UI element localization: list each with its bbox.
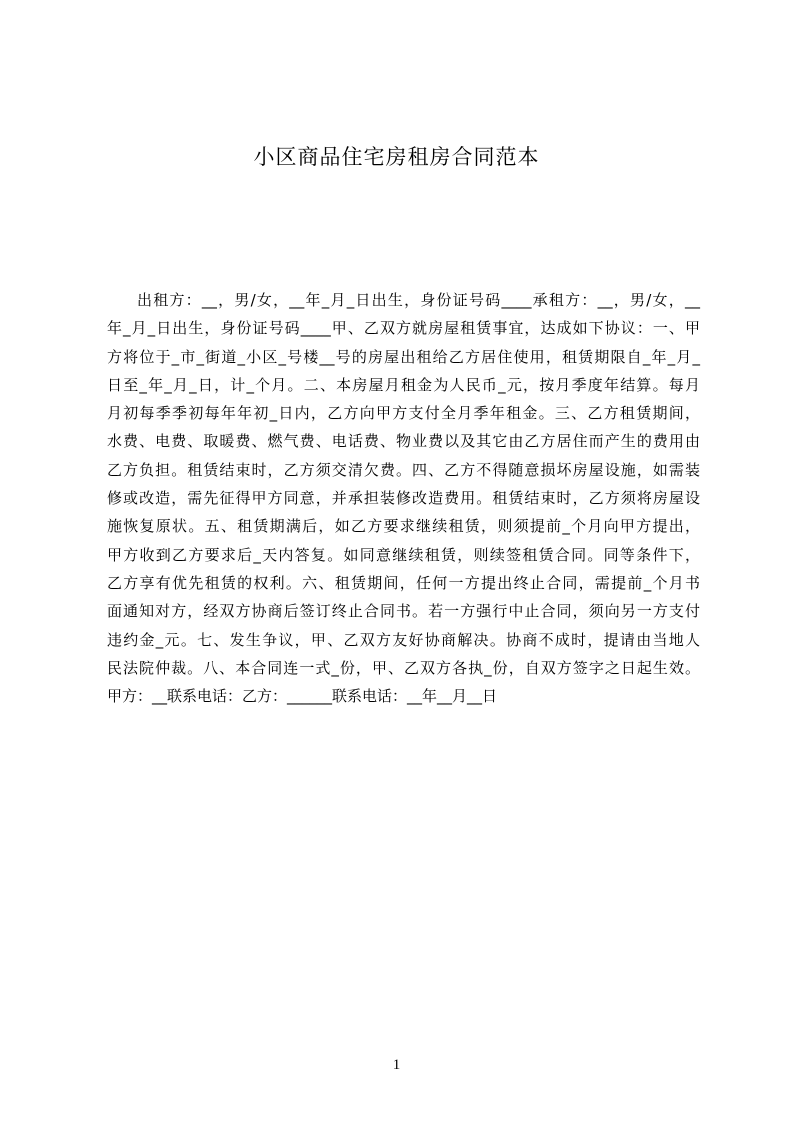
body-line-1: 出租方：__，男/女，__年_月_日出生，身份证号码____承租方：__，男/女，__ <box>137 291 700 309</box>
body-line-8: 修或改造，需先征得甲方同意，并承担装修改造费用。租赁结束时，乙方须将房屋设 <box>107 489 700 508</box>
contract-body <box>107 286 700 710</box>
body-line-14: 民法院仲裁。八、本合同连一式_份，甲、乙双方各执_份，自双方签字之日起生效。 <box>107 658 700 677</box>
body-line-12: 面通知对方，经双方协商后签订终止合同书。若一方强行中止合同，须向另一方支付 <box>107 602 700 621</box>
signature-line: 甲方：__联系电话：乙方：______联系电话：__年__月__日 <box>107 687 498 706</box>
body-line-2: 年_月_日出生，身份证号码____甲、乙双方就房屋租赁事宜，达成如下协议：一、甲 <box>107 319 700 338</box>
body-line-6: 水费、电费、取暖费、燃气费、电话费、物业费以及其它由乙方居住而产生的费用由 <box>107 432 700 451</box>
body-line-5: 月初每季季初每年年初_日内，乙方向甲方支付全月季年租金。三、乙方租赁期间， <box>107 404 700 423</box>
body-line-4: 日至_年_月_日，计_个月。二、本房屋月租金为人民币_元，按月季度年结算。每月 <box>107 375 700 394</box>
body-line-10: 甲方收到乙方要求后_天内答复。如同意继续租赁，则续签租赁合同。同等条件下， <box>107 545 700 564</box>
body-line-11: 乙方享有优先租赁的权利。六、租赁期间，任何一方提出终止合同，需提前_个月书 <box>107 573 700 592</box>
body-line-7: 乙方负担。租赁结束时，乙方须交清欠费。四、乙方不得随意损坏房屋设施，如需装 <box>107 460 700 479</box>
document-title: 小区商品住宅房租房合同范本 <box>253 145 540 169</box>
page-number: 1 <box>392 1057 401 1073</box>
body-line-13: 违约金_元。七、发生争议，甲、乙双方友好协商解决。协商不成时，提请由当地人 <box>107 630 700 649</box>
body-line-9: 施恢复原状。五、租赁期满后，如乙方要求继续租赁，则须提前_个月向甲方提出， <box>107 517 700 536</box>
body-line-3: 方将位于_市_街道_小区_号楼__号的房屋出租给乙方居住使用，租赁期限自_年_月_ <box>107 347 700 366</box>
